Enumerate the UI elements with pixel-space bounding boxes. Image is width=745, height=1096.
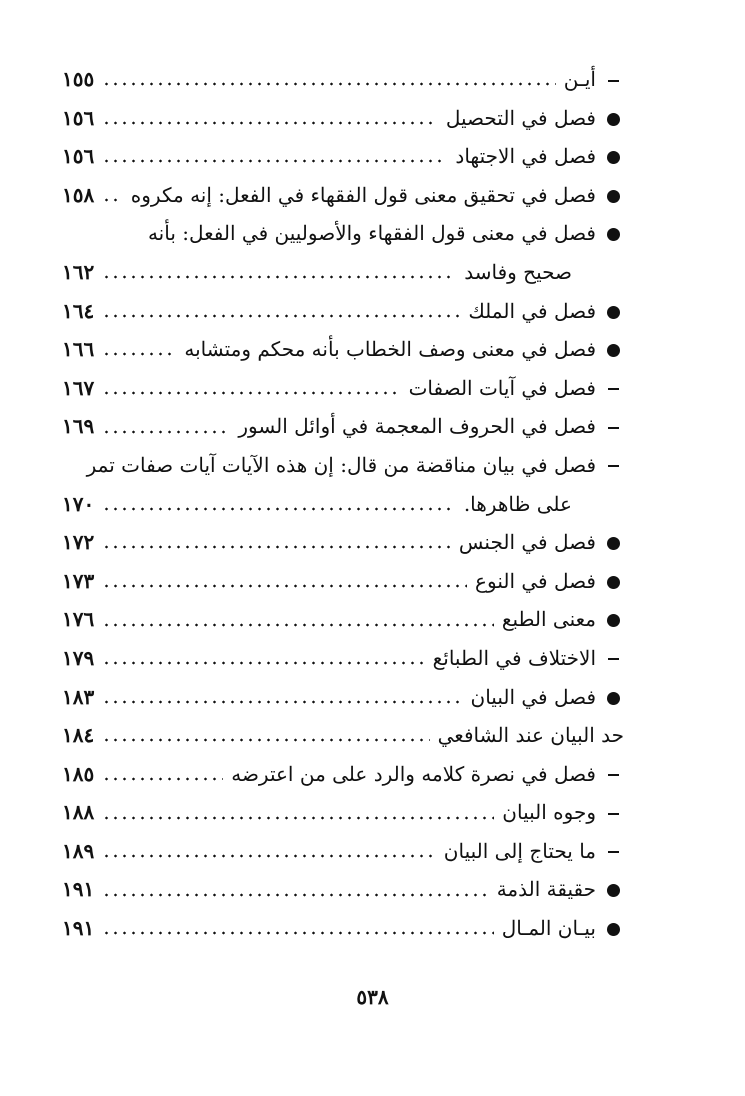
toc-entry-page: ١٦٤ [62,298,95,323]
toc-entry-page: ١٨٥ [62,761,95,786]
toc-entry-title: وجوه البيان [502,800,596,825]
toc-entry-title: حد البيان عند الشافعي [437,723,624,748]
toc-entry-page: ١٦٢ [62,259,95,284]
dash-icon [602,369,624,407]
dot-leader [102,854,436,858]
toc-entry-page: ١٦٧ [62,375,95,400]
dash-icon [602,446,624,484]
dash-icon [602,407,624,445]
toc-entry-title: فصل في التحصيل [445,105,596,130]
dot-leader [102,738,429,742]
toc-entry-title: ما يحتاج إلى البيان [443,838,596,863]
dot-leader [102,198,123,202]
toc-entry [62,485,624,524]
toc-entry-page: ١٨٨ [62,800,95,825]
toc-entry [62,176,624,215]
toc-entry-title: فصل في الملك [468,298,596,323]
toc-entry [62,137,624,176]
toc-entry-title: فصل في الاجتهاد [455,144,596,169]
toc-entry [62,330,624,369]
toc-entry-title: حقيقة الذمة [496,877,596,902]
toc-entry-page: ١٧٣ [62,568,95,593]
bullet-icon [602,562,624,600]
toc-entry [62,292,624,331]
bullet-icon [602,678,624,716]
toc-entry [62,446,624,485]
toc-entry-page: ١٥٥ [62,67,95,91]
toc-entry [62,678,624,717]
toc-entry-title: فصل في الجنس [458,530,596,555]
toc-entry-title: أيـن [563,67,596,91]
dash-icon [602,60,624,98]
toc-entry-title: صحيح وفاسد [464,259,572,284]
toc-entry-title: على ظاهرها. [463,491,572,516]
dot-leader [102,584,467,588]
dash-icon [602,793,624,831]
dot-leader [102,700,462,704]
toc-entry-page: ١٧٩ [62,645,95,670]
toc-entry [62,832,624,871]
toc-entry [62,755,624,794]
dot-leader [102,352,176,356]
toc-entry [62,716,624,755]
dot-leader [102,430,230,434]
toc-entry-title: معنى الطبع [501,607,596,632]
dot-leader [102,159,447,163]
dot-leader [102,121,438,125]
bullet-icon [602,330,624,368]
toc-entry-page: ١٧٢ [62,530,95,555]
toc-entry-title: فصل في بيان مناقضة من قال: إن هذه الآيات آيات صفات تمر [86,452,596,477]
toc-entry [62,99,624,138]
toc-entry [62,523,624,562]
toc-entry-page: ١٧٦ [62,607,95,632]
bullet-icon [602,137,624,175]
toc-entry [62,369,624,408]
toc-entry-title: فصل في معنى قول الفقهاء والأصوليين في الفعل: بأنه [147,221,596,246]
toc-entry [62,909,624,948]
dot-leader [102,661,424,665]
toc-entry-title: فصل في النوع [475,568,596,593]
toc-entry [62,562,624,601]
dot-leader [102,507,456,511]
dot-leader [102,816,494,820]
toc-entry [62,600,624,639]
toc-entry-page: ١٨٣ [62,684,95,709]
toc-entry [62,214,624,253]
toc-entry-title: فصل في آيات الصفات [408,375,596,400]
toc-entry-title: فصل في تحقيق معنى قول الفقهاء في الفعل: إنه مكروه [130,182,596,207]
toc-entry-page: ١٨٩ [62,838,95,863]
toc-entry-page: ١٦٩ [62,414,95,439]
dot-leader [102,893,488,897]
dot-leader [102,931,493,935]
toc-entry [62,407,624,446]
toc-entry [62,639,624,678]
bullet-icon [602,600,624,638]
dash-icon [602,755,624,793]
dot-leader [102,275,456,279]
bullet-icon [602,909,624,947]
dot-leader [102,391,400,395]
toc-entry-title: فصل في معنى وصف الخطاب بأنه محكم ومتشابه [184,337,596,362]
toc-entry [62,870,624,909]
toc-entry-title: فصل في نصرة كلامه والرد على من اعترضه [231,761,596,786]
toc-entry-title: فصل في الحروف المعجمة في أوائل السور [238,414,596,439]
toc-entry-page: ١٩١ [62,877,95,902]
toc-entry-title: بيـان المـال [501,916,596,941]
toc-entry [62,60,624,99]
page-number: ٥٣٨ [356,985,389,1009]
dash-icon [602,832,624,870]
dot-leader [102,545,451,549]
bullet-icon [602,870,624,908]
toc-entry-page: ١٦٦ [62,337,95,362]
dot-leader [102,314,460,318]
bullet-icon [602,176,624,214]
toc-entry-page: ١٨٤ [62,723,95,748]
dot-leader [102,82,556,86]
toc-entry-page: ١٩١ [62,916,95,941]
dot-leader [102,777,223,781]
toc-entry-page: ١٥٦ [62,105,95,130]
toc-entry [62,793,624,832]
dash-icon [602,639,624,677]
bullet-icon [602,214,624,252]
toc-entry-page: ١٧٠ [62,491,95,516]
toc-entry-title: الاختلاف في الطبائع [432,645,596,670]
toc-entry-page: ١٥٦ [62,144,95,169]
table-of-contents [62,60,624,948]
bullet-icon [602,523,624,561]
dot-leader [102,623,494,627]
toc-entry [62,253,624,292]
toc-entry-page: ١٥٨ [62,182,95,207]
bullet-icon [602,99,624,137]
toc-entry-title: فصل في البيان [470,684,596,709]
bullet-icon [602,292,624,330]
